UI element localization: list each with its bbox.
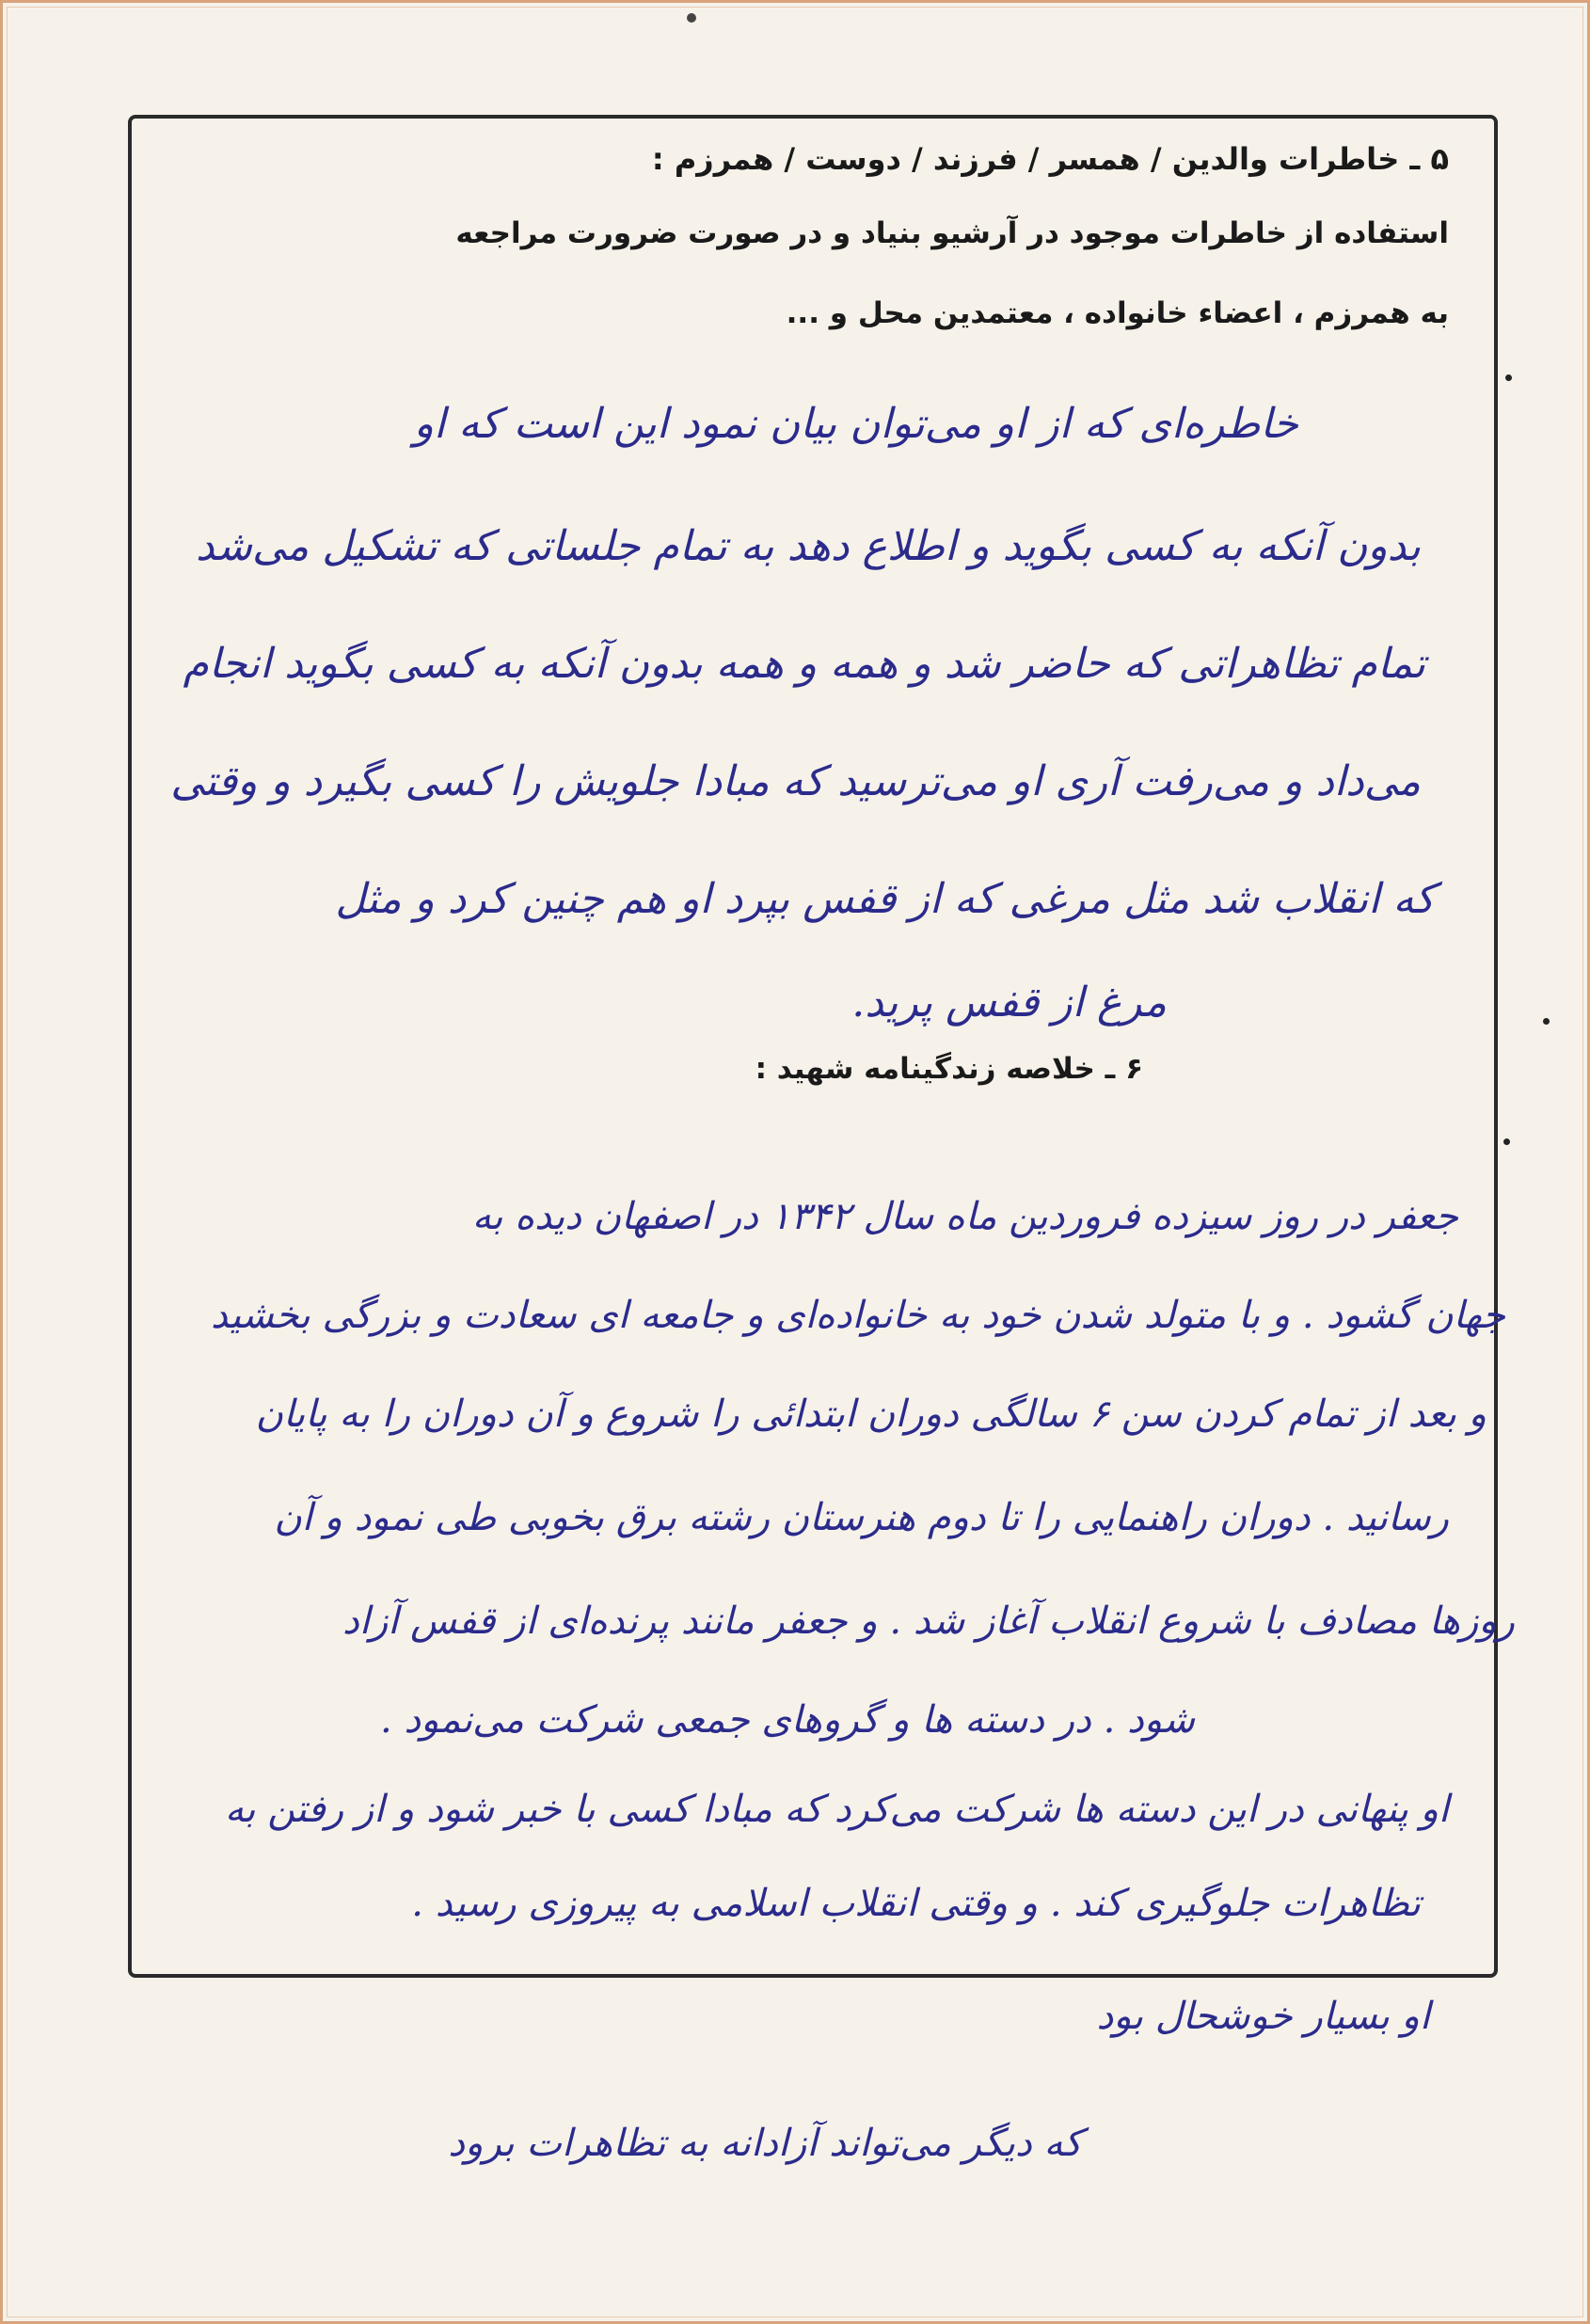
bio-line: که دیگر می‌تواند آزادانه به تظاهرات برود — [448, 2122, 1082, 2165]
scan-mark — [687, 13, 696, 23]
bio-line: تظاهرات جلوگیری کند . و وقتی انقلاب اسلامی به پیروزی رسید . — [411, 1882, 1421, 1925]
bio-line: جعفر در روز سیزده فروردین ماه سال ۱۳۴۲ در اصفهان دیده به — [471, 1195, 1458, 1238]
bio-line: او بسیار خوشحال بود — [1096, 1995, 1430, 2038]
memory-line: که انقلاب شد مثل مرغی که از قفس بپرد او هم چنین کرد و مثل — [335, 875, 1435, 923]
section-6-title: ۶ ـ خلاصه زندگینامه شهید : — [755, 1052, 1143, 1086]
margin-dot — [1505, 374, 1512, 381]
section-5-title: ۵ ـ خاطرات والدین / همسر / فرزند / دوست / همرزم : — [651, 141, 1449, 177]
section-5-instruction-line-1: استفاده از خاطرات موجود در آرشیو بنیاد و در صورت ضرورت مراجعه — [455, 216, 1449, 250]
memory-line: خاطره‌ای که از او می‌توان بیان نمود این است که او — [413, 400, 1298, 448]
section-5-instruction-line-2: به همرزم ، اعضاء خانواده ، معتمدین محل و ... — [786, 296, 1449, 330]
margin-dot — [1503, 1138, 1510, 1145]
bio-line: جهان گشود . و با متولد شدن خود به خانواده‌ای و جامعه ای سعادت و بزرگی بخشید — [211, 1294, 1505, 1337]
bio-line: رسانید . دوران راهنمایی را تا دوم هنرستان رشته برق بخوبی طی نمود و آن — [274, 1496, 1449, 1539]
margin-dot — [1543, 1018, 1550, 1025]
memory-line: می‌داد و می‌رفت آری او می‌ترسید که مبادا جلویش را کسی بگیرد و وقتی — [170, 757, 1421, 805]
bio-line: شود . در دسته ها و گروهای جمعی شرکت می‌نمود . — [379, 1698, 1195, 1742]
bio-line: روزها مصادف با شروع انقلاب آغاز شد . و جعفر مانند پرنده‌ای از قفس آزاد — [342, 1600, 1515, 1643]
bio-line: و بعد از تمام کردن سن ۶ سالگی دوران ابتدائی را شروع و آن دوران را به پایان — [255, 1393, 1487, 1436]
memory-line: تمام تظاهراتی که حاضر شد و همه و همه بدون آنکه به کسی بگوید انجام — [183, 640, 1425, 688]
bio-line: او پنهانی در این دسته ها شرکت می‌کرد که مبادا کسی با خبر شود و از رفتن به — [224, 1788, 1449, 1831]
memory-line: مرغ از قفس پرید. — [851, 979, 1167, 1027]
memory-line: بدون آنکه به کسی بگوید و اطلاع دهد به تمام جلساتی که تشکیل می‌شد — [196, 522, 1421, 570]
